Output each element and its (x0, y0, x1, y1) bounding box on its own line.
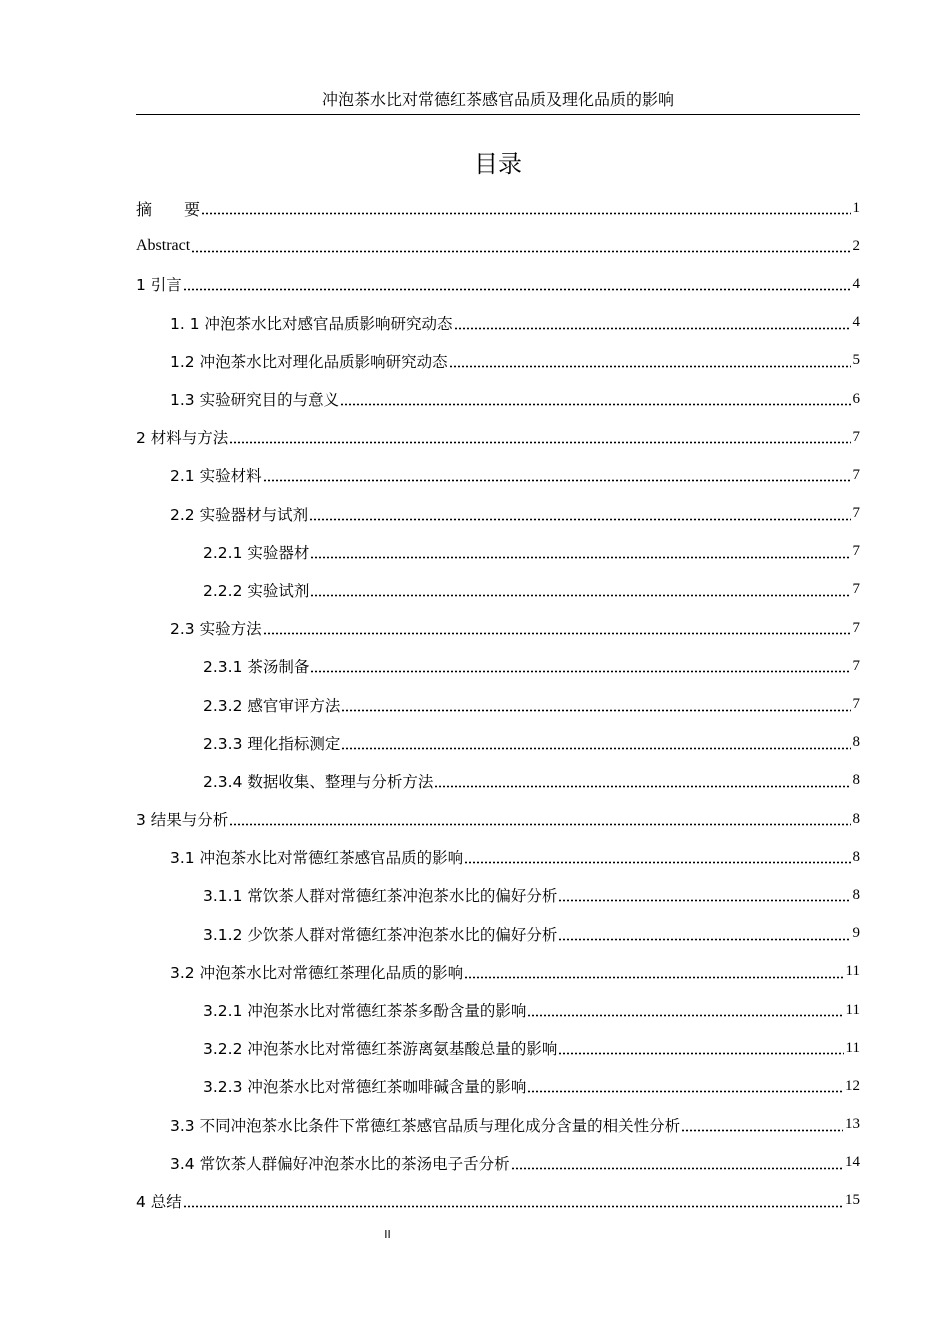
toc-entry-label: 3.1.1 常饮茶人群对常德红茶冲泡茶水比的偏好分析 (203, 887, 558, 906)
toc-entry-label: 3.2 冲泡茶水比对常德红茶理化品质的影响 (170, 963, 464, 982)
toc-entry[interactable] (136, 800, 860, 838)
toc-entry[interactable] (136, 456, 860, 494)
dot-leader (309, 507, 850, 521)
toc-entry-page: 13 (845, 1116, 860, 1133)
toc-entry[interactable] (136, 342, 860, 380)
toc-entry[interactable] (136, 189, 860, 227)
dot-leader (341, 736, 850, 750)
toc-entry-label: 2.3 实验方法 (170, 620, 262, 639)
toc-entry[interactable] (136, 1029, 860, 1067)
toc-entry-label: 2.2.2 实验试剂 (203, 581, 310, 600)
toc-entry-label: 2.3.3 理化指标测定 (203, 734, 341, 753)
toc-entry-page: 15 (845, 1192, 860, 1209)
running-header: 冲泡茶水比对常德红茶感官品质及理化品质的影响 (321, 90, 674, 109)
toc-entry-page: 7 (852, 466, 860, 483)
toc-entry-page: 11 (845, 963, 860, 980)
dot-leader (341, 698, 850, 712)
toc-entry[interactable] (136, 915, 860, 953)
header-divider (136, 114, 860, 115)
toc-entry[interactable] (136, 533, 860, 571)
dot-leader (449, 354, 851, 368)
page-title: 目录 (474, 150, 522, 178)
dot-leader (340, 392, 850, 406)
toc-entry-page: 7 (852, 505, 860, 522)
toc-entry-page: 9 (852, 925, 860, 942)
toc-entry[interactable] (136, 685, 860, 723)
dot-leader (201, 201, 850, 215)
toc-entry-label: 3.4 常饮茶人群偏好冲泡茶水比的茶汤电子舌分析 (170, 1154, 510, 1173)
toc-entry[interactable] (136, 380, 860, 418)
toc-entry-label: 3.2.2 冲泡茶水比对常德红茶游离氨基酸总量的影响 (203, 1040, 558, 1059)
toc-entry-label: 1 引言 (136, 276, 182, 295)
toc-entry-page: 4 (852, 314, 860, 331)
toc-entry-label: 4 总结 (136, 1192, 182, 1211)
dot-leader (191, 239, 850, 253)
toc-entry[interactable] (136, 571, 860, 609)
toc-entry-page: 7 (852, 543, 860, 560)
dot-leader (229, 430, 850, 444)
toc-entry-page: 7 (852, 428, 860, 445)
toc-entry-label: 2.2 实验器材与试剂 (170, 505, 309, 524)
page-number: II (384, 1228, 391, 1241)
dot-leader (263, 468, 851, 482)
toc-entry-label: 2.3.2 感官审评方法 (203, 696, 341, 715)
dot-leader (454, 316, 851, 330)
toc-entry-page: 8 (852, 810, 860, 827)
toc-entry-label: Abstract (136, 237, 191, 255)
dot-leader (558, 927, 850, 941)
toc-entry-page: 6 (852, 390, 860, 407)
toc-entry-page: 8 (852, 772, 860, 789)
toc-entry-page: 8 (852, 734, 860, 751)
dot-leader (558, 1041, 843, 1055)
toc-entry[interactable] (136, 1067, 860, 1105)
dot-leader (183, 1194, 843, 1208)
dot-leader (183, 277, 851, 291)
dot-leader (527, 1003, 843, 1017)
toc-entry-page: 1 (852, 199, 860, 216)
dot-leader (511, 1156, 843, 1170)
toc-entry-page: 5 (852, 352, 860, 369)
toc-entry-page: 11 (845, 1001, 860, 1018)
toc-entry[interactable] (136, 609, 860, 647)
toc-entry-label: 1. 1 冲泡茶水比对感官品质影响研究动态 (170, 314, 453, 333)
toc-entry[interactable] (136, 876, 860, 914)
table-of-contents (136, 189, 860, 1220)
toc-entry[interactable] (136, 1182, 860, 1220)
toc-entry[interactable] (136, 1106, 860, 1144)
toc-entry-page: 7 (852, 696, 860, 713)
dot-leader (229, 812, 850, 826)
toc-entry-page: 7 (852, 581, 860, 598)
toc-entry-label: 摘 要 (136, 201, 201, 219)
dot-leader (464, 850, 850, 864)
dot-leader (527, 1079, 843, 1093)
toc-entry-label: 3.1.2 少饮茶人群对常德红茶冲泡茶水比的偏好分析 (203, 925, 558, 944)
toc-entry-label: 3 结果与分析 (136, 811, 229, 830)
toc-entry-page: 8 (852, 886, 860, 903)
toc-entry-label: 2.3.4 数据收集、整理与分析方法 (203, 772, 434, 791)
toc-entry[interactable] (136, 991, 860, 1029)
toc-entry-label: 3.2.1 冲泡茶水比对常德红茶茶多酚含量的影响 (203, 1002, 527, 1021)
dot-leader (558, 888, 850, 902)
toc-entry-page: 7 (852, 657, 860, 674)
dot-leader (263, 621, 851, 635)
toc-entry-page: 8 (852, 848, 860, 865)
toc-entry[interactable] (136, 838, 860, 876)
toc-entry-page: 12 (845, 1077, 860, 1094)
toc-entry-label: 3.3 不同冲泡茶水比条件下常德红茶感官品质与理化成分含量的相关性分析 (170, 1116, 681, 1135)
toc-entry-label: 2.2.1 实验器材 (203, 543, 310, 562)
toc-entry[interactable] (136, 265, 860, 303)
toc-entry[interactable] (136, 724, 860, 762)
dot-leader (310, 583, 850, 597)
toc-entry-label: 1.3 实验研究目的与意义 (170, 391, 340, 410)
toc-entry[interactable] (136, 953, 860, 991)
toc-entry[interactable] (136, 304, 860, 342)
toc-entry-label: 2.3.1 茶汤制备 (203, 658, 310, 677)
dot-leader (310, 659, 850, 673)
toc-entry-label: 2 材料与方法 (136, 429, 229, 448)
toc-entry-label: 3.1 冲泡茶水比对常德红茶感官品质的影响 (170, 849, 464, 868)
toc-entry[interactable] (136, 227, 860, 265)
toc-entry-page: 7 (852, 619, 860, 636)
dot-leader (464, 965, 843, 979)
toc-entry-page: 2 (852, 237, 860, 254)
toc-entry-label: 3.2.3 冲泡茶水比对常德红茶咖啡碱含量的影响 (203, 1078, 527, 1097)
toc-entry[interactable] (136, 1144, 860, 1182)
toc-entry[interactable] (136, 647, 860, 685)
dot-leader (434, 774, 850, 788)
toc-entry[interactable] (136, 762, 860, 800)
toc-entry-label: 2.1 实验材料 (170, 467, 262, 486)
toc-entry-page: 4 (852, 275, 860, 292)
toc-entry[interactable] (136, 495, 860, 533)
toc-entry-label: 1.2 冲泡茶水比对理化品质影响研究动态 (170, 352, 448, 371)
toc-entry[interactable] (136, 418, 860, 456)
dot-leader (681, 1118, 843, 1132)
toc-entry-page: 14 (845, 1154, 860, 1171)
toc-entry-page: 11 (845, 1039, 860, 1056)
dot-leader (310, 545, 850, 559)
